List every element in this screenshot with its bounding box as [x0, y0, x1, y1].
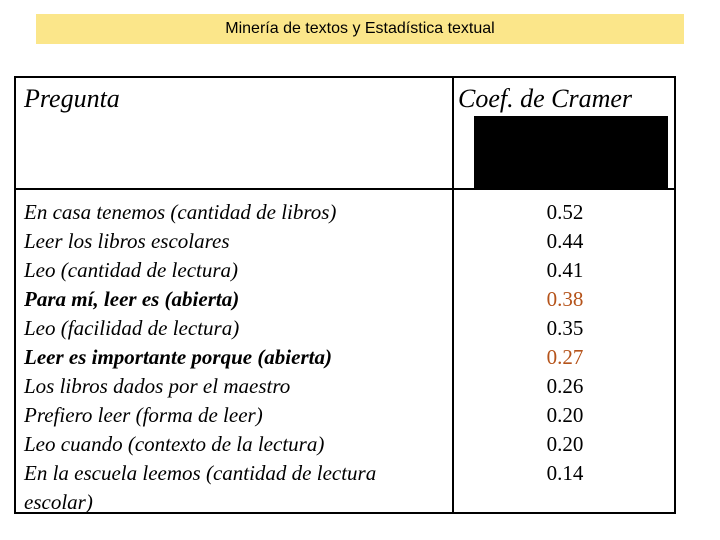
question-item: En la escuela leemos (cantidad de lectura escolar) — [24, 461, 377, 514]
column-header-question: Pregunta — [24, 84, 120, 113]
redacted-block — [474, 116, 668, 188]
coef-value: 0.26 — [546, 374, 584, 398]
header-row-divider — [16, 188, 674, 190]
question-item: Leo (cantidad de lectura) — [24, 258, 239, 282]
column-header-coef: Coef. de Cramer — [458, 84, 633, 113]
question-item: Prefiero leer (forma de leer) — [24, 403, 263, 427]
coef-value: 0.52 — [546, 200, 584, 224]
coef-value: 0.38 — [546, 287, 584, 311]
coef-value: 0.20 — [546, 432, 584, 456]
coef-value: 0.20 — [546, 403, 584, 427]
coef-value: 0.27 — [546, 345, 584, 369]
coef-value: 0.41 — [546, 258, 584, 282]
header-bar — [36, 14, 684, 44]
value-list — [454, 198, 676, 488]
question-item: Para mí, leer es (abierta) — [24, 287, 240, 311]
question-item: Leo cuando (contexto de la lectura) — [24, 432, 325, 456]
cramer-table — [14, 76, 676, 514]
question-item: Leer los libros escolares — [24, 229, 230, 253]
page-title: Minería de textos y Estadística textual — [225, 20, 495, 37]
question-item: Los libros dados por el maestro — [24, 374, 291, 398]
coef-value: 0.14 — [546, 461, 584, 485]
question-item: Leo (facilidad de lectura) — [24, 316, 240, 340]
coef-value: 0.35 — [546, 316, 584, 340]
coef-value: 0.44 — [546, 229, 584, 253]
question-item: Leer es importante porque (abierta) — [24, 345, 332, 369]
question-list — [24, 198, 448, 517]
question-item: En casa tenemos (cantidad de libros) — [24, 200, 337, 224]
